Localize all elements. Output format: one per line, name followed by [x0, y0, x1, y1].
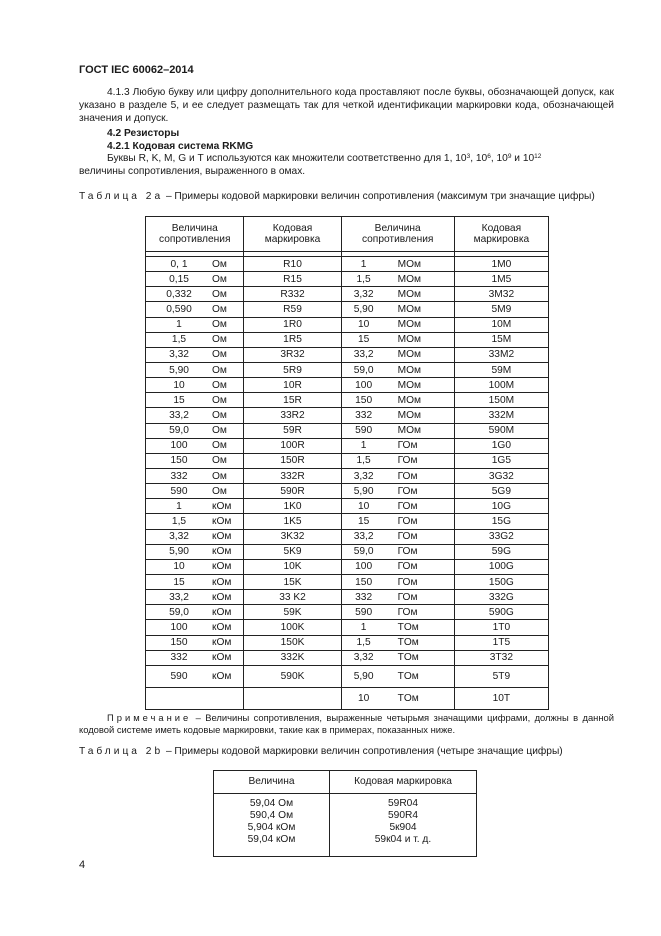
sep-1: , 10 [470, 153, 488, 164]
code-mark: R332 [280, 288, 305, 300]
value-number: 150 [170, 637, 188, 649]
code-mark: 33 K2 [279, 591, 306, 603]
value-number: 0,590 [166, 303, 192, 315]
value-number: 3,32 [353, 288, 374, 300]
value-unit: ГОм [397, 531, 418, 543]
value-number: 1 [360, 258, 367, 270]
code-mark: 150G [488, 576, 514, 588]
table-row [146, 514, 549, 529]
value-number: 0,332 [166, 288, 192, 300]
value-unit: ГОм [397, 515, 418, 527]
value-number: 150 [355, 394, 373, 406]
value-number: 3,32 [169, 349, 189, 361]
value-unit: кОм [212, 591, 232, 603]
code-mark: 10M [491, 319, 512, 331]
note-label: Примечание [107, 712, 192, 723]
value-number: 332 [355, 409, 373, 421]
value-number: 332 [170, 652, 188, 664]
code-mark: 10K [283, 561, 302, 573]
table-row [146, 272, 549, 287]
value-unit: TОм [397, 621, 419, 633]
table-row [146, 590, 549, 605]
value-unit: Ом [212, 258, 227, 270]
code-mark: 59R [283, 425, 302, 437]
value-unit: ГОм [397, 591, 418, 603]
code-mark: 100K [280, 621, 305, 633]
table-2a-header-row [146, 217, 549, 252]
value-unit: МОм [397, 273, 422, 285]
table-row [146, 287, 549, 302]
value-unit: кОм [212, 621, 232, 633]
value-number: 33,2 [353, 531, 374, 543]
table-2b-label: Таблица 2b [79, 746, 164, 757]
code-mark: 1M5 [491, 273, 512, 285]
value-unit: TОм [397, 652, 419, 664]
code-mark: 5T9 [492, 670, 511, 682]
value-number: 59,0 [353, 546, 374, 558]
value-number: 1 [360, 440, 367, 452]
value-number: 3,32 [353, 652, 374, 664]
page-number: 4 [79, 859, 86, 871]
note-text: – Величины сопротивления, выраженные четырьмя значащими цифрами, должны в данной кодовой системе иметь кодовые маркировки, такие как в примерах, показанных ниже. [79, 712, 614, 735]
value-number: 0, 1 [170, 258, 188, 270]
code-cell: 59R04 [387, 798, 419, 809]
value-number: 10 [357, 500, 370, 512]
code-mark: 1T0 [492, 621, 511, 633]
table-row [146, 423, 549, 438]
value-number: 0,15 [169, 273, 189, 285]
value-number: 1,5 [171, 334, 187, 346]
code-mark: R15 [283, 273, 302, 285]
code-mark: 3G32 [488, 470, 514, 482]
col-header-value: Величина сопротивления [146, 217, 244, 252]
table-2b-codes [330, 794, 477, 857]
value-unit: Ом [212, 440, 227, 452]
value-unit: Ом [212, 319, 227, 331]
code-mark: 332M [488, 409, 515, 421]
exp-1: 3 [466, 153, 471, 160]
code-mark: 33R2 [280, 409, 305, 421]
table-row [146, 332, 549, 347]
table-row [146, 468, 549, 483]
value-unit: кОм [212, 531, 232, 543]
code-mark: 59M [491, 364, 512, 376]
sep-2: , 10 [490, 153, 508, 164]
value-unit: МОм [397, 379, 422, 391]
code-mark: 10T [492, 692, 511, 704]
table-2b-header-row [214, 771, 477, 794]
value-number: 15 [357, 515, 370, 527]
exp-3: 9 [507, 153, 512, 160]
col-header-value: Величина [214, 771, 330, 794]
table-row [146, 574, 549, 589]
table-row [146, 544, 549, 559]
code-mark: 5M9 [491, 303, 512, 315]
value-number: 15 [357, 334, 370, 346]
table-row [146, 438, 549, 453]
value-unit: Ом [212, 425, 227, 437]
code-mark: 15G [491, 515, 512, 527]
code-mark: 1G5 [491, 455, 512, 467]
table-row [146, 347, 549, 362]
code-mark: 15R [283, 394, 302, 406]
value-number: 1,5 [356, 455, 371, 467]
table-2b-body-row [214, 794, 477, 857]
value-number: 1,5 [356, 637, 371, 649]
col-header-code-2: Кодовая маркировка [454, 217, 548, 252]
value-number: 10 [357, 319, 370, 331]
section-4-2-title: 4.2 Резисторы [107, 128, 180, 139]
value-number: 590 [170, 485, 188, 497]
value-unit: кОм [212, 546, 232, 558]
rkmg-text-a: Буквы R, K, M, G и T используются как множители соответственно для 1, 10 [107, 153, 467, 164]
value-number: 590 [355, 606, 373, 618]
code-mark: 150R [280, 455, 305, 467]
table-2a [145, 216, 549, 710]
value-number: 33,2 [169, 409, 189, 421]
value-number: 5,90 [353, 485, 374, 497]
value-number: 33,2 [169, 591, 189, 603]
table-2a-label: Таблица 2а [79, 191, 164, 202]
code-mark: R10 [283, 258, 302, 270]
table-row [146, 499, 549, 514]
value-unit: МОм [397, 303, 422, 315]
value-number: 59,0 [169, 425, 189, 437]
value-unit: кОм [212, 515, 232, 527]
value-number: 1 [360, 621, 367, 633]
note [79, 712, 614, 736]
value-number: 1 [176, 500, 182, 512]
value-number: 332 [355, 591, 373, 603]
code-mark: 1K0 [283, 500, 302, 512]
rkmg-text-b: величины сопротивления, выраженного в омах. [79, 166, 306, 177]
value-number: 100 [170, 621, 188, 633]
value-unit: кОм [212, 606, 232, 618]
code-mark: 150K [280, 637, 305, 649]
table-row [146, 317, 549, 332]
table-row [146, 362, 549, 377]
table-row [146, 635, 549, 650]
value-cell: 59,04 кОм [247, 834, 296, 845]
value-number: 150 [170, 455, 188, 467]
table-row [146, 529, 549, 544]
section-4-2-1-title: 4.2.1 Кодовая система RKMG [107, 141, 254, 152]
value-number: 1,5 [171, 515, 187, 527]
document-header: ГОСТ IEC 60062–2014 [79, 64, 194, 76]
col-header-code: Кодовая маркировка [330, 771, 477, 794]
col-header-value-2: Величина сопротивления [341, 217, 454, 252]
value-unit: ГОм [397, 546, 418, 558]
exp-2: 6 [487, 153, 491, 160]
value-number: 1,5 [356, 273, 371, 285]
value-cell: 59,04 Ом [249, 798, 294, 809]
code-mark: 5K9 [283, 546, 302, 558]
value-number: 33,2 [353, 349, 374, 361]
paragraph-4-1-3: 4.1.3 Любую букву или цифру дополнительного кода проставляют после буквы, обозначающей допуск, как указано в разделе 5, и ее следует размещать так для четкой идентификации маркировки кода, обозначающей значения и допуск. [79, 87, 614, 124]
value-number: 59,0 [353, 364, 374, 376]
exp-4: 12 [534, 153, 542, 160]
value-unit: Ом [212, 470, 227, 482]
table-row [146, 453, 549, 468]
value-number: 100 [355, 561, 373, 573]
value-number: 590 [355, 425, 373, 437]
code-mark: 3K32 [280, 531, 305, 543]
code-mark: 15K [283, 576, 302, 588]
value-unit: кОм [212, 637, 232, 649]
sep-3: и 10 [511, 153, 535, 164]
value-number: 15 [173, 394, 185, 406]
value-unit: Ом [212, 409, 227, 421]
code-mark: 332R [280, 470, 305, 482]
value-unit: TОм [397, 637, 419, 649]
value-number: 3,32 [169, 531, 189, 543]
value-unit: кОм [212, 670, 232, 682]
value-unit: Ом [212, 349, 227, 361]
value-unit: кОм [212, 576, 232, 588]
table-row [146, 605, 549, 620]
value-unit: ГОм [397, 576, 418, 588]
code-mark: 59G [491, 546, 512, 558]
value-number: 15 [173, 576, 185, 588]
value-number: 3,32 [353, 470, 374, 482]
value-unit: МОм [397, 425, 422, 437]
value-unit: ГОм [397, 440, 418, 452]
value-unit: МОм [397, 319, 422, 331]
value-unit: Ом [212, 334, 227, 346]
code-mark: 100G [488, 561, 514, 573]
code-mark: 1M0 [491, 258, 512, 270]
code-mark: 150M [488, 394, 515, 406]
value-number: 332 [170, 470, 188, 482]
value-unit: Ом [212, 303, 227, 315]
value-unit: МОм [397, 349, 422, 361]
code-mark: 33M2 [488, 349, 515, 361]
value-number: 5,90 [169, 546, 189, 558]
table-row [146, 378, 549, 393]
table-row [146, 393, 549, 408]
value-unit: кОм [212, 500, 232, 512]
value-unit: Ом [212, 364, 227, 376]
code-cell: 590R4 [387, 810, 419, 821]
code-mark: 1G0 [491, 440, 512, 452]
value-unit: Ом [212, 288, 227, 300]
table-row [146, 620, 549, 635]
value-cell: 5,904 кОм [247, 822, 296, 833]
value-unit: Ом [212, 455, 227, 467]
value-unit: кОм [212, 652, 232, 664]
code-cell: 59к04 и т. д. [374, 834, 432, 845]
code-mark: R59 [283, 303, 302, 315]
value-unit: Ом [212, 273, 227, 285]
value-unit: ГОм [397, 500, 418, 512]
code-mark: 5G9 [491, 485, 512, 497]
code-mark: 590G [488, 606, 514, 618]
code-mark: 10R [283, 379, 302, 391]
code-mark: 3M32 [488, 288, 515, 300]
code-mark: 5R9 [283, 364, 302, 376]
code-mark: 15M [491, 334, 512, 346]
code-mark: 100R [280, 440, 305, 452]
value-unit: ГОм [397, 561, 418, 573]
value-unit: TОм [397, 670, 419, 682]
value-unit: МОм [397, 394, 422, 406]
table-row [146, 559, 549, 574]
value-unit: МОм [397, 258, 422, 270]
value-cell: 590,4 Ом [249, 810, 294, 821]
table-row [146, 408, 549, 423]
value-number: 5,90 [353, 670, 374, 682]
col-header-code: Кодовая маркировка [244, 217, 341, 252]
value-number: 590 [170, 670, 188, 682]
code-cell: 5к904 [389, 822, 417, 833]
value-number: 1 [176, 319, 182, 331]
value-unit: ГОм [397, 455, 418, 467]
value-number: 10 [173, 379, 185, 391]
value-unit: ГОм [397, 606, 418, 618]
value-unit: МОм [397, 288, 422, 300]
code-mark: 3R32 [280, 349, 305, 361]
value-number: 59,0 [169, 606, 189, 618]
value-number: 100 [355, 379, 373, 391]
value-number: 5,90 [169, 364, 189, 376]
table-row [146, 687, 549, 709]
value-number: 5,90 [353, 303, 374, 315]
value-unit: Ом [212, 485, 227, 497]
table-row [146, 484, 549, 499]
code-mark: 590M [488, 425, 515, 437]
table-row [146, 302, 549, 317]
table-2b-values [214, 794, 330, 857]
code-mark: 59K [283, 606, 302, 618]
value-number: 150 [355, 576, 373, 588]
table-2a-caption-text: – Примеры кодовой маркировки величин сопротивления (максимум три значащие цифры) [163, 191, 595, 202]
value-number: 100 [170, 440, 188, 452]
table-row [146, 665, 549, 687]
code-mark: 332K [280, 652, 305, 664]
table-2b-caption [79, 745, 614, 758]
code-mark: 1R5 [283, 334, 302, 346]
code-mark: 100M [488, 379, 515, 391]
value-unit: TОм [397, 692, 419, 704]
code-mark: 1R0 [283, 319, 302, 331]
value-unit: МОм [397, 364, 422, 376]
code-mark: 33G2 [488, 531, 514, 543]
paragraph-4-2-1 [79, 152, 614, 178]
code-mark: 10G [491, 500, 512, 512]
value-unit: Ом [212, 394, 227, 406]
code-mark: 590R [280, 485, 305, 497]
value-unit: МОм [397, 409, 422, 421]
code-mark: 590K [280, 670, 305, 682]
value-unit: ГОм [397, 485, 418, 497]
value-unit: ГОм [397, 470, 418, 482]
value-number: 10 [357, 692, 370, 704]
table-row [146, 257, 549, 272]
code-mark: 1T5 [492, 637, 511, 649]
table-row [146, 650, 549, 665]
table-2b-caption-text: – Примеры кодовой маркировки величин сопротивления (четыре значащие цифры) [163, 746, 563, 757]
table-2a-caption [79, 190, 614, 203]
value-unit: Ом [212, 379, 227, 391]
code-mark: 1K5 [283, 515, 302, 527]
value-number: 10 [173, 561, 185, 573]
code-mark: 3T32 [489, 652, 513, 664]
value-unit: кОм [212, 561, 232, 573]
value-unit: МОм [397, 334, 422, 346]
table-2b [213, 770, 477, 857]
code-mark: 332G [488, 591, 514, 603]
